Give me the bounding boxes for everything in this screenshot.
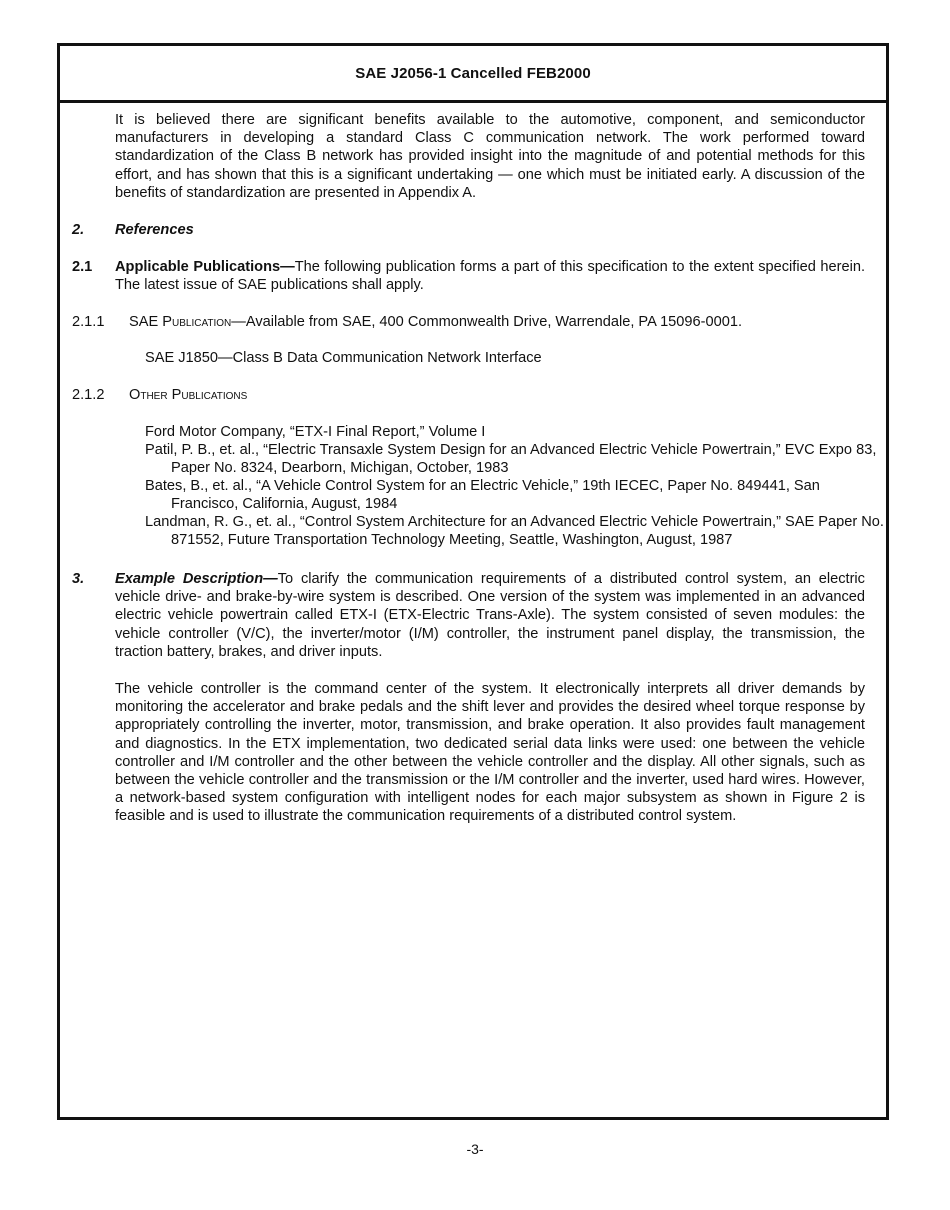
sae-j1850-reference: SAE J1850—Class B Data Communication Network Interface: [145, 350, 542, 366]
section-3-number: 3.: [72, 571, 85, 587]
section-3-title: Example Description—: [115, 571, 278, 587]
section-3-paragraph: [115, 570, 865, 661]
section-2-title: References: [115, 222, 194, 238]
section-2-1-1-line: [129, 313, 742, 331]
section-2-1-1-number: 2.1.1: [72, 314, 105, 330]
intro-paragraph: It is believed there are significant benefits available to the automotive, component, and semiconductor manufacturers in developing a standard Class C communication network. The work performed toward standardization of the Class B network has provided insight into the magnitude of and potential methods for this effort, and has shown that this is a significant undertaking — one which must be initiated early. A discussion of the benefits of standardization are presented in Appendix A.: [115, 112, 865, 201]
section-2-1-title: Applicable Publications—: [115, 259, 295, 275]
page-header: [60, 46, 886, 103]
section-2-1-2-title: Other Publications: [129, 387, 248, 403]
page-number: -3-: [466, 1141, 484, 1157]
reference-item: Landman, R. G., et. al., “Control System Architecture for an Advanced Electric Vehicle Powertrain,” SAE Paper No. 871552, Future Transportation Technology Meeting, Seattle, Washington, August, 1987: [145, 514, 884, 549]
page-frame: [57, 43, 889, 1120]
section-2-1-paragraph: [115, 258, 865, 294]
section-2-1-1-title: SAE Publication: [129, 314, 232, 330]
reference-item: Patil, P. B., et. al., “Electric Transaxle System Design for an Advanced Electric Vehicle Powertrain,” EVC Expo 83, Paper No. 8324, Dearborn, Michigan, October, 1983: [145, 442, 877, 477]
section-2-1-text: The following publication forms a part of this specification to the extent specified herein. The latest issue of SAE publications shall apply.: [115, 259, 865, 294]
section-3-text: To clarify the communication requirements of a distributed control system, an electric vehicle drive- and brake-by-wire system is described. One version of the system was implemented in an advanced electric vehicle powertrain called ETX-I (ETX-Electric Trans-Axle). The system consisted of seven modules: the vehicle controller (V/C), the inverter/motor (I/M) controller, the instrument panel display, the transmission, the traction battery, brakes, and driver inputs.: [115, 571, 865, 660]
section-3-paragraph-2: The vehicle controller is the command center of the system. It electronically interprets all driver demands by monitoring the accelerator and brake pedals and the shift lever and provides the desired wheel torque response by appropriately controlling the inverter, motor, transmission, and brake operation. It also provides fault management and diagnostics. In the ETX implementation, two dedicated serial data links were used: one between the vehicle controller and I/M controller and the other between the vehicle controller and the display. All other signals, such as between the vehicle controller and the transmission or the I/M controller and the inverter, used hard wires. However, a network-based system configuration with intelligent nodes for each major subsystem as shown in Figure 2 is feasible and is used to illustrate the communication requirements of a distributed control system.: [115, 681, 865, 825]
section-2-1-number: 2.1: [72, 259, 93, 275]
reference-item: Ford Motor Company, “ETX-I Final Report,” Volume I: [145, 424, 486, 440]
document-title: SAE J2056-1 Cancelled FEB2000: [355, 64, 591, 82]
section-2-1-1-text: —Available from SAE, 400 Commonwealth Drive, Warrendale, PA 15096-0001.: [231, 314, 743, 330]
section-2-1-2-number: 2.1.2: [72, 387, 105, 403]
section-2-number: 2.: [72, 222, 85, 238]
reference-item: Bates, B., et. al., “A Vehicle Control System for an Electric Vehicle,” 19th IECEC, Paper No. 849441, San Francisco, California, August, 1984: [145, 478, 820, 513]
